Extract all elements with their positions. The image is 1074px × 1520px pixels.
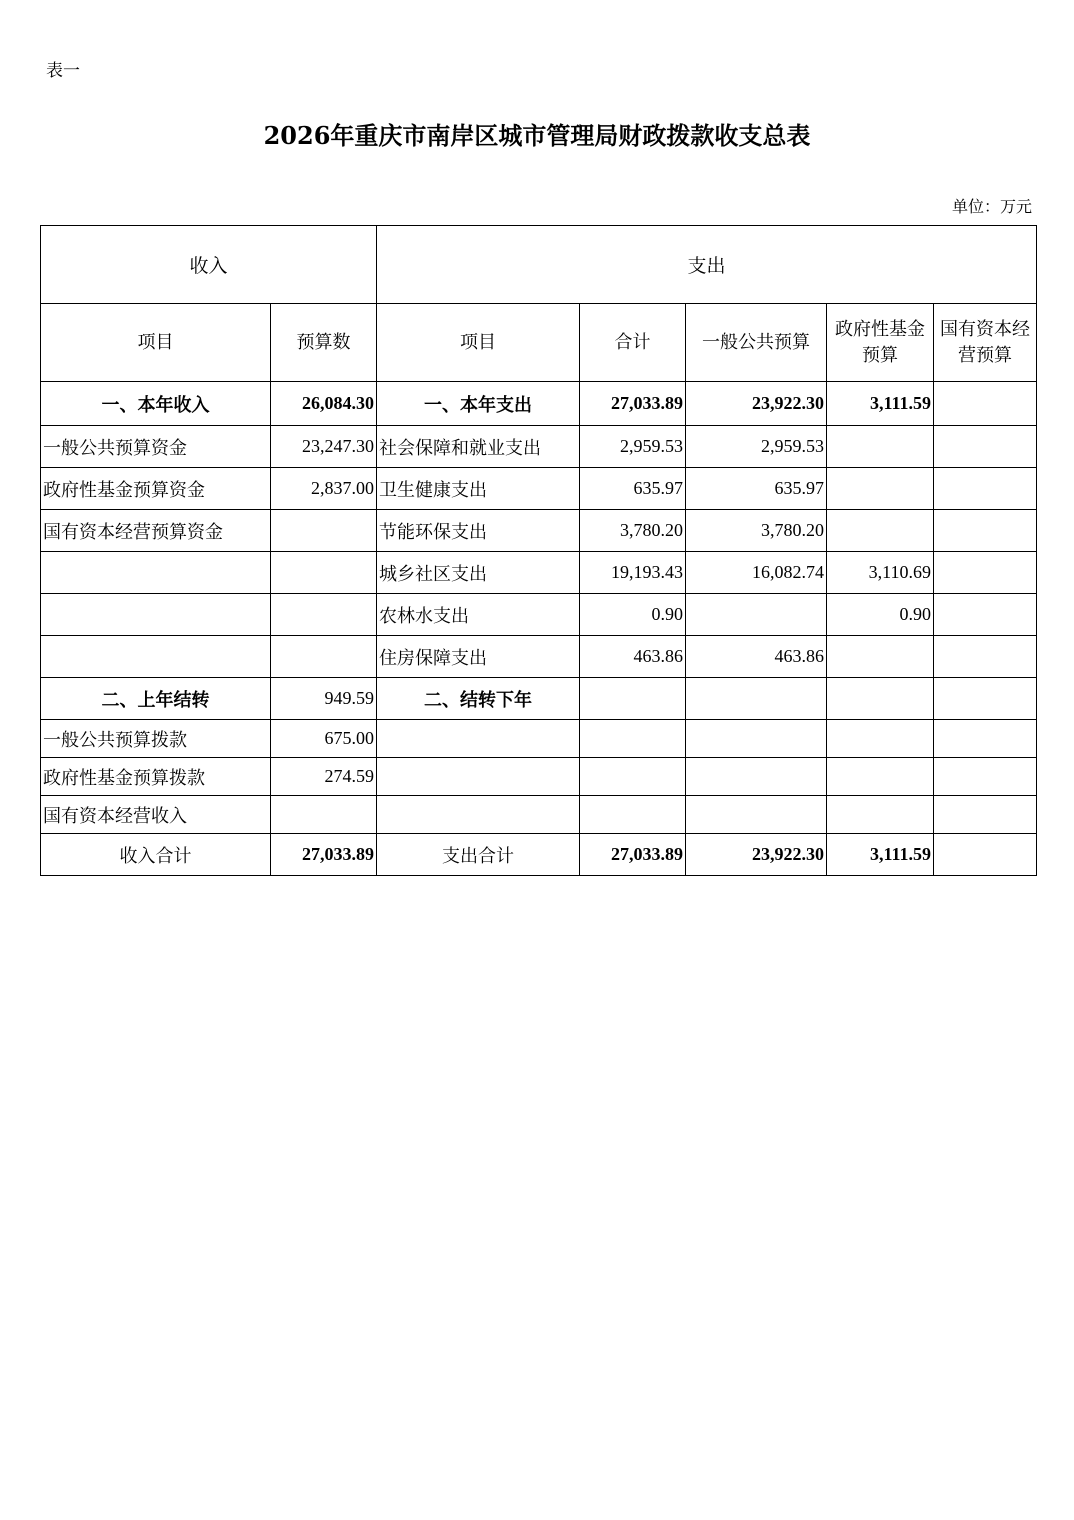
income-amount: 675.00	[271, 720, 377, 758]
table-row	[41, 510, 1037, 552]
expense-total: 3,780.20	[580, 510, 686, 552]
expense-capital	[934, 758, 1037, 796]
expense-total	[580, 796, 686, 834]
expense-capital	[934, 636, 1037, 678]
expense-item	[377, 796, 580, 834]
expense-capital	[934, 426, 1037, 468]
table-row	[41, 382, 1037, 426]
expense-general: 23,922.30	[686, 382, 827, 426]
income-amount	[271, 552, 377, 594]
expense-general	[686, 758, 827, 796]
expense-fund	[827, 510, 934, 552]
income-amount	[271, 594, 377, 636]
table-row	[41, 468, 1037, 510]
table-row	[41, 636, 1037, 678]
income-item: 国有资本经营收入	[41, 796, 271, 834]
expense-general: 3,780.20	[686, 510, 827, 552]
expense-item: 农林水支出	[377, 594, 580, 636]
table-label: 表一	[46, 61, 80, 81]
expense-fund	[827, 468, 934, 510]
expense-item: 社会保障和就业支出	[377, 426, 580, 468]
expense-item: 城乡社区支出	[377, 552, 580, 594]
expense-total: 19,193.43	[580, 552, 686, 594]
income-item	[41, 552, 271, 594]
income-item: 一般公共预算拨款	[41, 720, 271, 758]
expense-general	[686, 594, 827, 636]
expense-fund	[827, 678, 934, 720]
expense-capital	[934, 468, 1037, 510]
table-row	[41, 426, 1037, 468]
income-item: 国有资本经营预算资金	[41, 510, 271, 552]
expense-general	[686, 678, 827, 720]
budget-amount-header: 预算数	[271, 304, 377, 382]
income-item: 二、上年结转	[41, 678, 271, 720]
income-item: 政府性基金预算资金	[41, 468, 271, 510]
expense-fund	[827, 426, 934, 468]
expense-total: 463.86	[580, 636, 686, 678]
table-row	[41, 720, 1037, 758]
income-item: 一、本年收入	[41, 382, 271, 426]
income-amount: 2,837.00	[271, 468, 377, 510]
expense-fund	[827, 720, 934, 758]
table-row	[41, 758, 1037, 796]
page-title: 2026年重庆市南岸区城市管理局财政拨款收支总表	[263, 121, 811, 150]
expense-general: 463.86	[686, 636, 827, 678]
expense-item	[377, 720, 580, 758]
expense-general: 635.97	[686, 468, 827, 510]
income-total-amount: 27,033.89	[271, 834, 377, 876]
unit-label: 单位：万元	[951, 197, 1032, 216]
expense-capital	[934, 552, 1037, 594]
expense-fund: 0.90	[827, 594, 934, 636]
expense-fund: 3,111.59	[827, 382, 934, 426]
expense-fund	[827, 636, 934, 678]
state-capital-budget-header: 国有资本经营预算	[934, 304, 1037, 382]
income-amount	[271, 510, 377, 552]
total-header: 合计	[580, 304, 686, 382]
expense-total	[580, 720, 686, 758]
income-item	[41, 594, 271, 636]
fiscal-summary-table	[40, 225, 1037, 876]
expense-item	[377, 758, 580, 796]
expense-item: 节能环保支出	[377, 510, 580, 552]
expense-item-header: 项目	[377, 304, 580, 382]
income-amount: 274.59	[271, 758, 377, 796]
table-row	[41, 796, 1037, 834]
income-header: 收入	[41, 226, 377, 304]
expense-capital	[934, 382, 1037, 426]
income-item	[41, 636, 271, 678]
income-amount: 26,084.30	[271, 382, 377, 426]
expense-capital	[934, 796, 1037, 834]
expense-item: 二、结转下年	[377, 678, 580, 720]
expense-fund: 3,110.69	[827, 552, 934, 594]
expense-total-general: 23,922.30	[686, 834, 827, 876]
income-item: 政府性基金预算拨款	[41, 758, 271, 796]
expense-total	[580, 758, 686, 796]
general-budget-header: 一般公共预算	[686, 304, 827, 382]
expense-fund	[827, 758, 934, 796]
expense-item: 卫生健康支出	[377, 468, 580, 510]
income-amount: 949.59	[271, 678, 377, 720]
expense-general: 16,082.74	[686, 552, 827, 594]
expense-general	[686, 720, 827, 758]
table-row	[41, 552, 1037, 594]
income-amount	[271, 636, 377, 678]
income-item: 一般公共预算资金	[41, 426, 271, 468]
expense-capital	[934, 720, 1037, 758]
expense-total: 635.97	[580, 468, 686, 510]
expense-capital	[934, 594, 1037, 636]
expense-general	[686, 796, 827, 834]
totals-row	[41, 834, 1037, 876]
income-amount: 23,247.30	[271, 426, 377, 468]
expense-total: 0.90	[580, 594, 686, 636]
expense-total-sum: 27,033.89	[580, 834, 686, 876]
expense-capital	[934, 678, 1037, 720]
table-row	[41, 594, 1037, 636]
expense-total: 27,033.89	[580, 382, 686, 426]
expense-total	[580, 678, 686, 720]
expense-total-fund: 3,111.59	[827, 834, 934, 876]
income-amount	[271, 796, 377, 834]
income-total-label: 收入合计	[41, 834, 271, 876]
expense-capital	[934, 510, 1037, 552]
expense-general: 2,959.53	[686, 426, 827, 468]
table-row	[41, 678, 1037, 720]
expense-header: 支出	[377, 226, 1037, 304]
expense-total-capital	[934, 834, 1037, 876]
expense-total-label: 支出合计	[377, 834, 580, 876]
expense-item: 住房保障支出	[377, 636, 580, 678]
income-item-header: 项目	[41, 304, 271, 382]
expense-item: 一、本年支出	[377, 382, 580, 426]
gov-fund-budget-header: 政府性基金预算	[827, 304, 934, 382]
expense-fund	[827, 796, 934, 834]
expense-total: 2,959.53	[580, 426, 686, 468]
